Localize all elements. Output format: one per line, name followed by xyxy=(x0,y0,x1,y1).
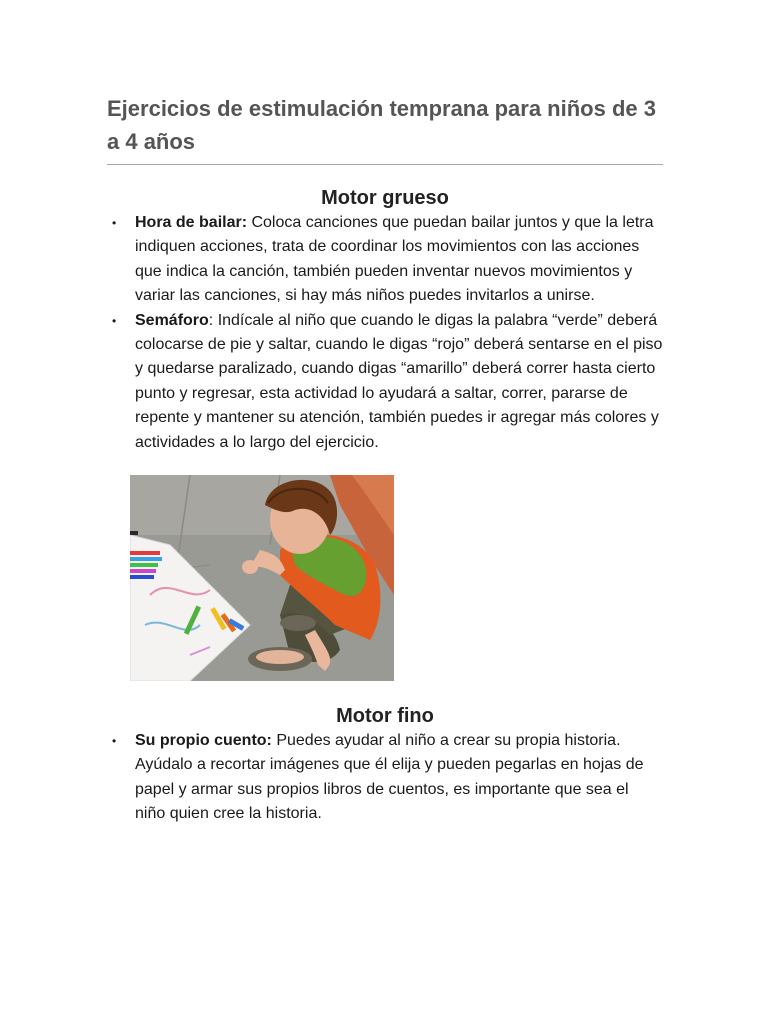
document-page xyxy=(107,92,663,827)
list-item-semaforo xyxy=(107,309,663,455)
list-item-hora-de-bailar xyxy=(107,211,663,309)
item-term: Semáforo xyxy=(135,311,209,329)
item-term: Su propio cuento: xyxy=(135,732,272,750)
section-heading-motor-grueso: Motor grueso xyxy=(321,187,449,209)
bullet-icon: • xyxy=(112,216,117,230)
item-text: Coloca canciones que puedan bailar juntos y que la letra indiquen acciones, trata de coordinar los movimientos con las acciones que indica la canción, también pueden inventar nuevos movimientos y variar las canciones, si hay más niños puedes invitarlos a unirse. xyxy=(135,214,654,305)
item-text: Puedes ayudar al niño a crear su propia historia. Ayúdalo a recortar imágenes que él elija y pueden pegarlas en hojas de papel y armar sus propios libros de cuentos, es importante que sea el niño quien cree la historia. xyxy=(135,732,644,823)
bullet-icon: • xyxy=(112,734,117,749)
child-drawing-photo xyxy=(130,475,394,681)
motor-fino-list xyxy=(107,729,663,827)
item-term: Hora de bailar: xyxy=(135,214,248,231)
list-item-su-propio-cuento xyxy=(107,729,663,827)
document-title: Ejercicios de estimulación temprana para niños de 3 a 4 años xyxy=(107,92,663,165)
section-heading-motor-fino: Motor fino xyxy=(336,705,434,728)
item-text: : Indícale al niño que cuando le digas la palabra “verde” deberá colocarse de pie y saltar, cuando le digas “rojo” deberá sentarse en el piso y quedarse paralizado, cuando digas “amarillo” deberá correr hasta cierto punto y regresar, esta actividad lo ayudará a saltar, correr, pararse de repente y mantener su atención, también puedes ir agregar más colores y actividades a lo largo del ejercicio. xyxy=(135,311,663,451)
bullet-icon: • xyxy=(112,313,117,328)
motor-grueso-list xyxy=(107,211,663,455)
